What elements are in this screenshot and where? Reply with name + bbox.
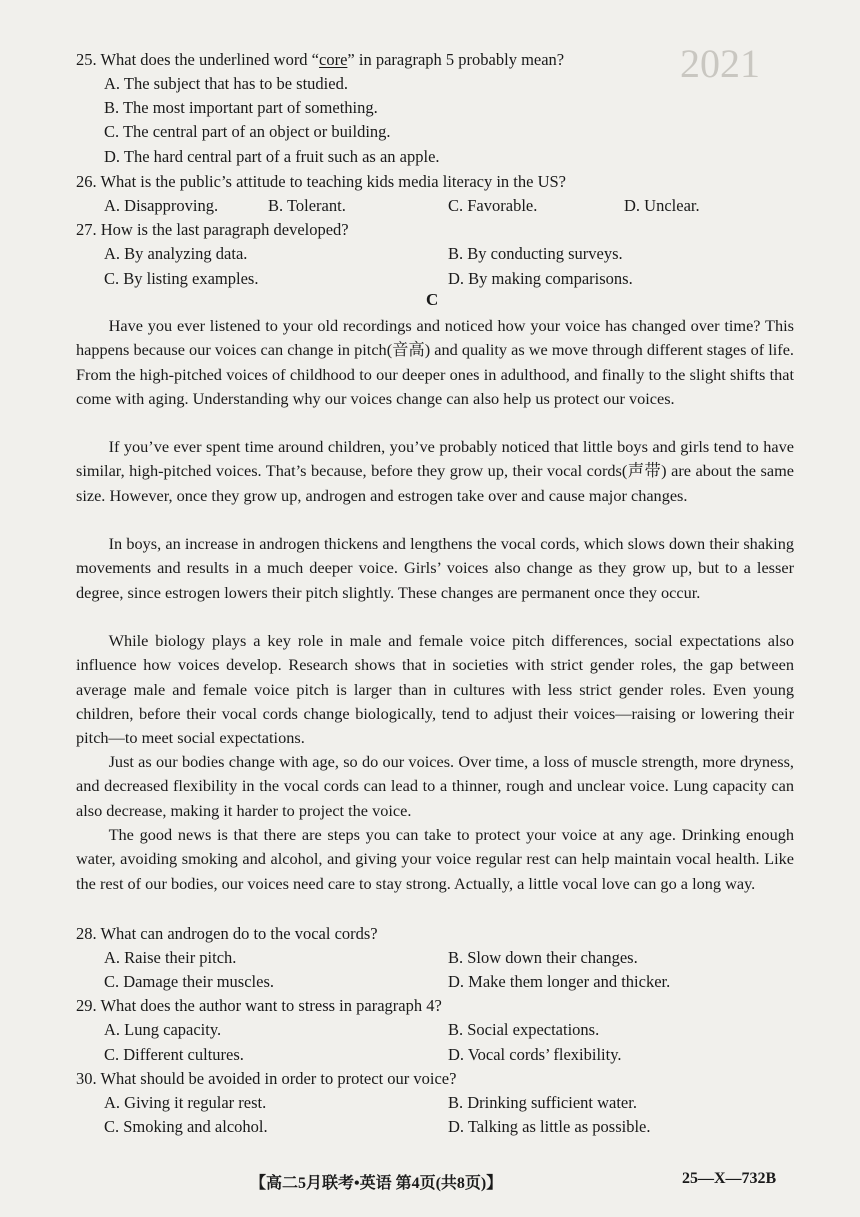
question-29-option-c: C. Different cultures.: [104, 1045, 244, 1064]
question-25-text-pre: What does the underlined word “: [100, 50, 320, 69]
passage-paragraph-6: The good news is that there are steps you can take to protect your voice at any age. Drinking enough water, avoiding smoking and alcohol, and giving your voice regular rest can help maintain vocal health. Like the rest of our bodies, our voices need care to stay strong. Actually, a little vocal love can go a long way.: [76, 825, 794, 893]
question-26-option-b: B. Tolerant.: [268, 196, 346, 215]
question-25-option-a: A. The subject that has to be studied.: [104, 74, 348, 93]
passage-paragraph-5: Just as our bodies change with age, so do our voices. Over time, a loss of muscle strength, more dryness, and decreased flexibility in the vocal cords can lead to a thinner, rough and unclear voice. Lung capacity can also decrease, making it harder to project the voice.: [76, 752, 794, 820]
exam-code: 25—X—732B: [682, 1170, 777, 1187]
passage-paragraph-3: In boys, an increase in androgen thickens and lengthens the vocal cords, which slows down their shaking movements and results in a much deeper voice. Girls’ voices also change as they grow up, but to a lesser degree, since estrogen lowers their pitch slightly. These changes are permanent once they occur.: [76, 534, 794, 602]
question-28-stem: 28. What can androgen do to the vocal cords?: [76, 924, 378, 943]
page-footer: 【高二5月联考•英语 第4页(共8页)】: [250, 1175, 503, 1192]
question-30-option-c: C. Smoking and alcohol.: [104, 1117, 268, 1136]
question-25-stem: [76, 48, 564, 72]
question-26-option-d: D. Unclear.: [624, 196, 700, 215]
question-28-option-c: C. Damage their muscles.: [104, 972, 274, 991]
question-27-option-d: D. By making comparisons.: [448, 269, 633, 288]
question-27-option-c: C. By listing examples.: [104, 269, 259, 288]
question-27-stem: 27. How is the last paragraph developed?: [76, 220, 349, 239]
question-26-option-a: A. Disapproving.: [104, 196, 219, 215]
question-25-option-b: B. The most important part of something.: [104, 98, 378, 117]
passage-paragraph-1: Have you ever listened to your old recordings and noticed how your voice has changed over time? This happens because our voices can change in pitch(音高) and quality as we move through different stages of life. From the high-pitched voices of childhood to our deeper ones in adulthood, and finally to the slight shifts that come with aging. Understanding why our voices change can also help us protect our voices.: [76, 316, 794, 408]
question-25-text-post: ” in paragraph 5 probably mean?: [347, 50, 565, 69]
passage-paragraph-2: If you’ve ever spent time around children, you’ve probably noticed that little boys and girls tend to have similar, high-pitched voices. That’s because, before they grow up, their vocal cords(声带) are about the same size. However, once they grow up, androgen and estrogen take over and cause major changes.: [76, 437, 794, 505]
question-28-option-b: B. Slow down their changes.: [448, 948, 638, 967]
passage-paragraph-4: While biology plays a key role in male and female voice pitch differences, social expectations also influence how voices develop. Research shows that in societies with strict gender roles, the gap between average male and female voice pitch is larger than in cultures with less strict gender roles. Even young children, before their vocal cords change biologically, tend to adjust their voices—raising or lowering their pitch—to meet social expectations.: [76, 631, 794, 748]
question-26-stem: 26. What is the public’s attitude to teaching kids media literacy in the US?: [76, 172, 566, 191]
question-30-option-b: B. Drinking sufficient water.: [448, 1093, 637, 1112]
question-29-option-b: B. Social expectations.: [448, 1020, 600, 1039]
question-28-option-d: D. Make them longer and thicker.: [448, 972, 671, 991]
underlined-word: core: [319, 50, 348, 69]
question-27-option-b: B. By conducting surveys.: [448, 244, 623, 263]
question-30-stem: 30. What should be avoided in order to protect our voice?: [76, 1069, 457, 1088]
question-30-option-d: D. Talking as little as possible.: [448, 1117, 651, 1136]
question-29-option-d: D. Vocal cords’ flexibility.: [448, 1045, 622, 1064]
question-30-option-a: A. Giving it regular rest.: [104, 1093, 267, 1112]
question-29-option-a: A. Lung capacity.: [104, 1020, 222, 1039]
question-28-option-a: A. Raise their pitch.: [104, 948, 237, 967]
question-25-option-c: C. The central part of an object or building.: [104, 122, 391, 141]
question-27-option-a: A. By analyzing data.: [104, 244, 248, 263]
watermark-text: 2021: [680, 41, 760, 86]
question-25-option-d: D. The hard central part of a fruit such as an apple.: [104, 147, 440, 166]
question-25-number: 25.: [76, 50, 97, 69]
section-c-heading: C: [426, 290, 439, 309]
question-29-stem: 29. What does the author want to stress in paragraph 4?: [76, 996, 442, 1015]
question-26-option-c: C. Favorable.: [448, 196, 538, 215]
